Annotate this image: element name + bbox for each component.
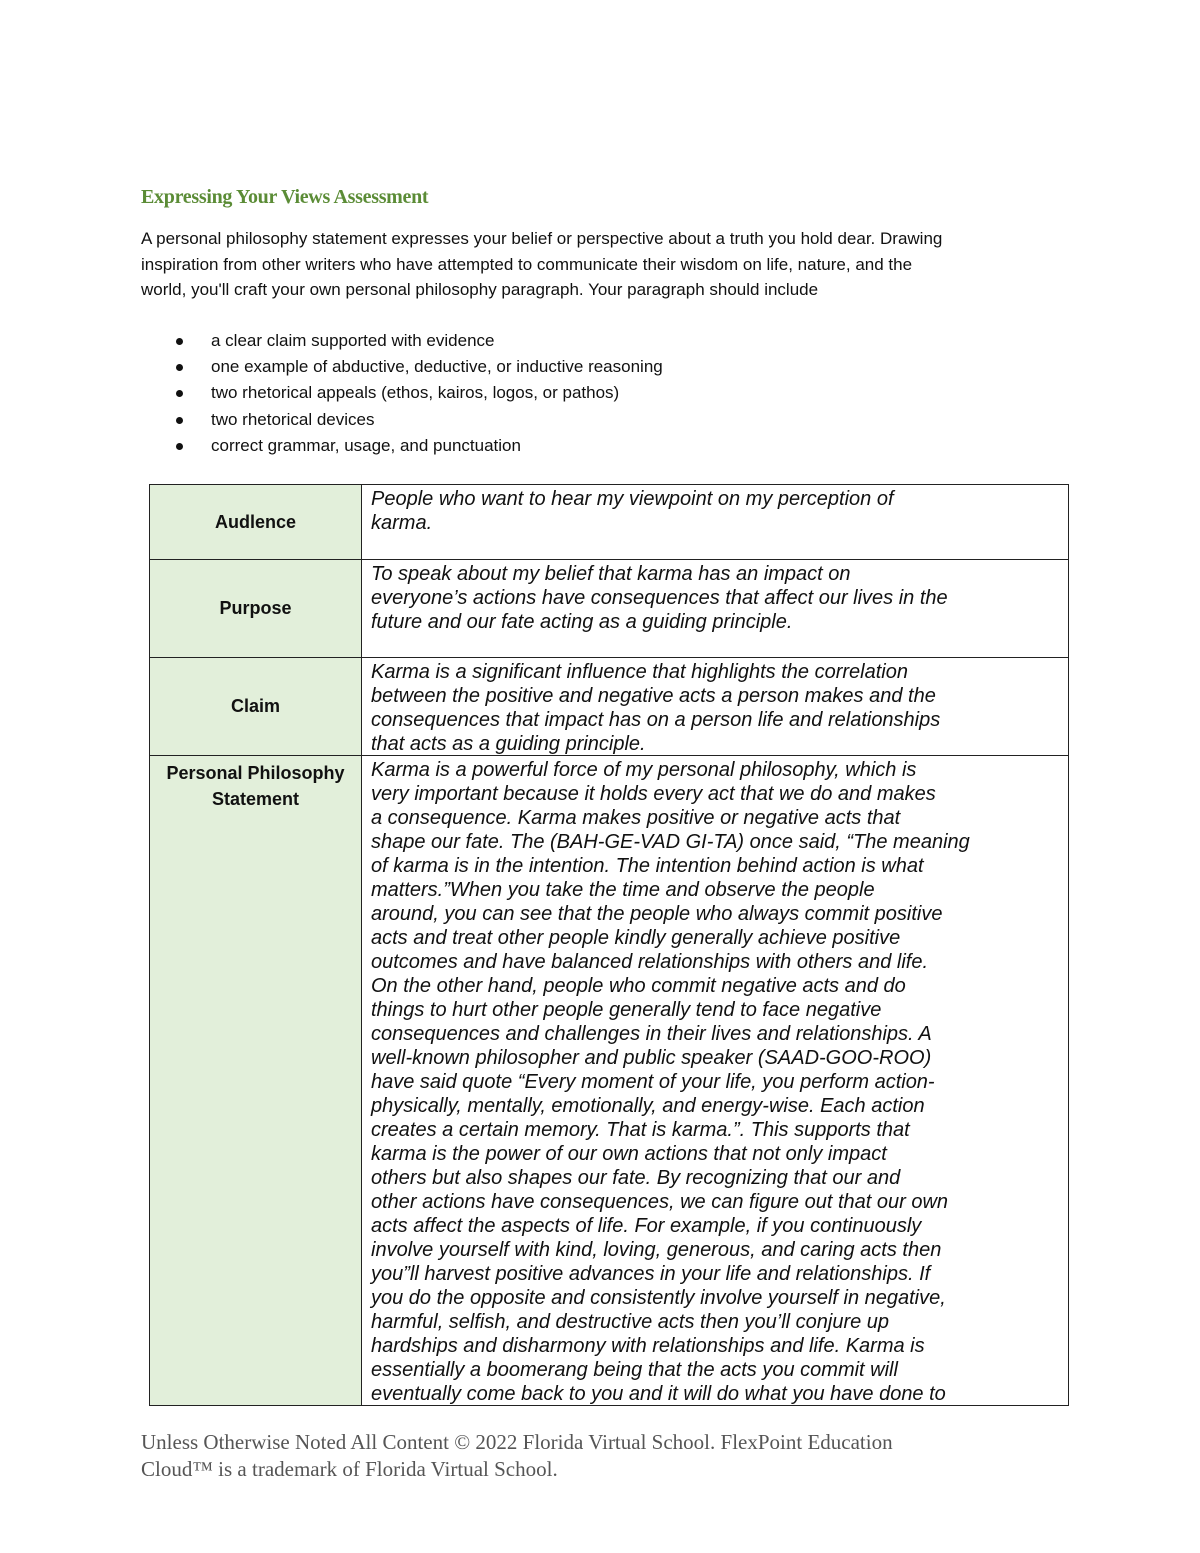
- row-label: Purpose: [150, 560, 362, 658]
- cell-text-line: essentially a boomerang being that the acts you commit will: [371, 1359, 898, 1381]
- list-item-text: two rhetorical devices: [211, 409, 375, 429]
- row-label: Claim: [150, 658, 362, 756]
- cell-text-line: others but also shapes our fate. By recognizing that our and: [371, 1167, 901, 1189]
- cell-text-line: of karma is in the intention. The intention behind action is what: [371, 855, 924, 877]
- row-label-text: Personal Philosophy Statement: [166, 763, 345, 809]
- list-item: [174, 433, 663, 459]
- cell-text-line: People who want to hear my viewpoint on my perception of: [371, 488, 894, 510]
- row-content: [362, 560, 1069, 658]
- row-label: [150, 756, 362, 1406]
- cell-text: [362, 658, 1068, 755]
- cell-text-line: shape our fate. The (BAH-GE-VAD GI-TA) once said, “The meaning: [371, 831, 970, 853]
- row-content: [362, 485, 1069, 560]
- cell-text-line: outcomes and have balanced relationships with others and life.: [371, 951, 929, 973]
- page-title: Expressing Your Views Assessment: [141, 186, 429, 208]
- cell-text-line: To speak about my belief that karma has an impact on: [371, 563, 851, 585]
- cell-text-line: things to hurt other people generally tend to face negative: [371, 999, 882, 1021]
- cell-text-line: well-known philosopher and public speaker (SAAD-GOO-ROO): [371, 1047, 932, 1069]
- table-row-claim: [150, 658, 1069, 756]
- cell-text-line: On the other hand, people who commit negative acts and do: [371, 975, 906, 997]
- row-content: [362, 658, 1069, 756]
- cell-text-line: matters.”When you take the time and observe the people: [371, 879, 875, 901]
- bullet-icon: [176, 364, 183, 371]
- list-item-text: a clear claim supported with evidence: [211, 331, 495, 350]
- bullet-icon: [176, 390, 183, 397]
- cell-text: [362, 560, 1068, 634]
- philosophy-table: [149, 484, 1069, 1406]
- cell-text-line: harmful, selfish, and destructive acts then you’ll conjure up: [371, 1311, 890, 1333]
- cell-text: [362, 756, 1068, 1404]
- bullet-icon: [176, 443, 183, 450]
- cell-text-line: Karma is a powerful force of my personal philosophy, which is: [371, 759, 917, 781]
- cell-text-line: you do the opposite and consistently involve yourself in negative,: [371, 1287, 946, 1309]
- intro-paragraph: [141, 226, 942, 303]
- list-item: [174, 328, 663, 354]
- cell-text-line: everyone’s actions have consequences that affect our lives in the: [371, 587, 948, 609]
- cell-text-line: creates a certain memory. That is karma.”. This supports that: [371, 1119, 910, 1141]
- list-item: [174, 354, 663, 380]
- cell-text-line: very important because it holds every act that we do and makes: [371, 783, 936, 805]
- list-item: [174, 380, 663, 406]
- intro-line: inspiration from other writers who have attempted to communicate their wisdom on life, nature, and the: [141, 254, 913, 274]
- cell-text-line: between the positive and negative acts a person makes and the: [371, 685, 936, 707]
- list-item-text: one example of abductive, deductive, or inductive reasoning: [211, 357, 663, 377]
- list-item-text: two rhetorical appeals (ethos, kairos, logos, or pathos): [211, 383, 620, 403]
- cell-text-line: eventually come back to you and it will do what you have done to: [371, 1383, 946, 1404]
- bullet-icon: [176, 417, 183, 424]
- cell-text-line: hardships and disharmony with relationships and life. Karma is: [371, 1335, 925, 1357]
- cell-text-line: acts affect the aspects of life. For example, if you continuously: [371, 1215, 922, 1237]
- cell-text-line: karma is the power of our own actions that not only impact: [371, 1143, 887, 1165]
- intro-line: world, you'll craft your own personal philosophy paragraph. Your paragraph should include: [141, 280, 819, 300]
- intro-line: A personal philosophy statement expresses your belief or perspective about a truth you hold dear. Drawing: [141, 229, 943, 248]
- cell-text-line: around, you can see that the people who always commit positive: [371, 903, 943, 925]
- footer-line: Unless Otherwise Noted All Content © 2022 Florida Virtual School. FlexPoint Education: [141, 1430, 893, 1454]
- cell-text-line: a consequence. Karma makes positive or negative acts that: [371, 807, 901, 829]
- cell-text-line: acts and treat other people kindly generally achieve positive: [371, 927, 901, 949]
- cell-text-line: that acts as a guiding principle.: [371, 733, 646, 755]
- copyright-footer: [141, 1429, 893, 1483]
- cell-text-line: consequences and challenges in their lives and relationships. A: [371, 1023, 932, 1045]
- row-content: [362, 756, 1069, 1406]
- cell-text-line: Karma is a significant influence that highlights the correlation: [371, 661, 908, 683]
- table-row-purpose: [150, 560, 1069, 658]
- requirements-list: [174, 328, 663, 459]
- cell-text-line: involve yourself with kind, loving, generous, and caring acts then: [371, 1239, 942, 1261]
- cell-text: [362, 485, 1068, 535]
- cell-text-line: have said quote “Every moment of your life, you perform action-: [371, 1071, 935, 1093]
- cell-text-line: you”ll harvest positive advances in your life and relationships. If: [371, 1263, 931, 1285]
- cell-text-line: future and our fate acting as a guiding principle.: [371, 611, 793, 633]
- cell-text-line: physically, mentally, emotionally, and energy-wise. Each action: [371, 1095, 925, 1117]
- table-row-audience: [150, 485, 1069, 560]
- bullet-icon: [176, 338, 183, 345]
- list-item: [174, 407, 663, 433]
- cell-text-line: consequences that impact has on a person life and relationships: [371, 709, 941, 731]
- table-row-statement: [150, 756, 1069, 1406]
- row-label: Audlence: [150, 485, 362, 560]
- cell-text-line: karma.: [371, 512, 433, 534]
- footer-line: Cloud™ is a trademark of Florida Virtual School.: [141, 1457, 558, 1481]
- cell-text-line: other actions have consequences, we can figure out that our own: [371, 1191, 949, 1213]
- list-item-text: correct grammar, usage, and punctuation: [211, 435, 521, 455]
